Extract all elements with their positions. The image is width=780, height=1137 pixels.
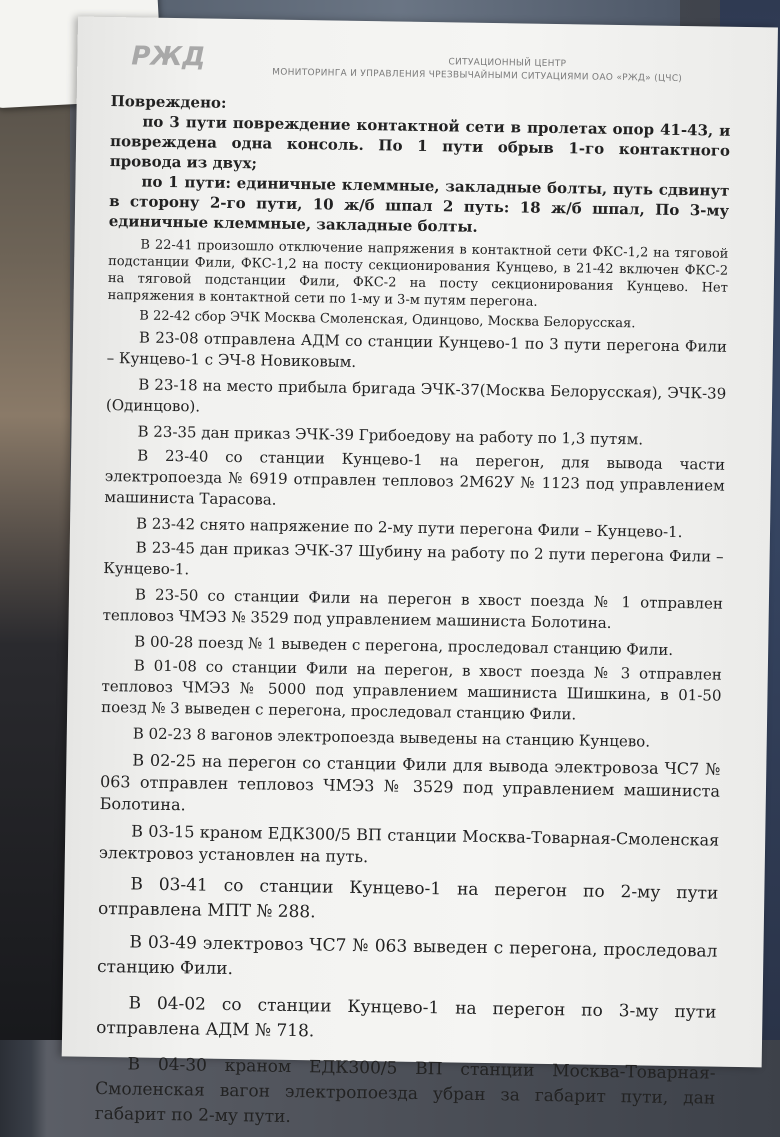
event-text: В 03-15 краном ЕДК300/5 ВП станции Москва-Товарная-Смоленская электровоз установлен на путь. — [98, 821, 720, 867]
event-text: В 23-50 со станции Фили на перегон в хвост поезда № 1 отправлен тепловоз ЧМЭ3 № 3529 под управлением машиниста Болотина. — [102, 585, 724, 632]
event-paragraph — [98, 872, 719, 932]
event-text: В 23-08 отправлена АДМ со станции Кунцево-1 по 3 пути перегона Фили – Кунцево-1 с ЭЧ-8 Новиковым. — [106, 328, 728, 371]
sticky-note-text — [0, 8, 1, 61]
event-text: В 00-28 поезд № 1 выведен с перегона, проследовал станцию Фили. — [134, 632, 674, 659]
document-sheet — [62, 17, 778, 1127]
event-paragraph — [101, 723, 721, 754]
event-paragraph — [100, 749, 721, 825]
document-header — [227, 53, 727, 87]
damage-paragraph-1 — [110, 111, 731, 181]
event-paragraph — [97, 930, 718, 990]
event-text: В 23-35 дан приказ ЭЧК-39 Грибоедову на работу по 1,3 путям. — [137, 422, 644, 449]
event-paragraph — [103, 537, 724, 589]
header-line-2: МОНИТОРИНГА И УПРАВЛЕНИЯ ЧРЕЗВЫЧАЙНЫМИ СИТУАЦИЯМИ ОАО «РЖД» (ЦЧС) — [272, 67, 683, 84]
damage-heading: Повреждено: — [110, 92, 227, 112]
header-line-1: СИТУАЦИОННЫЙ ЦЕНТР — [448, 57, 567, 70]
event-paragraph — [102, 584, 723, 636]
event-paragraph — [96, 991, 717, 1051]
logo-text: РЖД — [131, 41, 206, 73]
event-text: В 23-40 со станции Кунцево-1 на перегон, для вывода части электропоезда № 6919 отправлен тепловоз 2М62У № 1123 под управлением машиниста Тарасова. — [104, 446, 726, 509]
rzd-logo-svg — [129, 39, 207, 72]
event-paragraph — [107, 327, 728, 379]
damage-text-1: по 3 пути повреждение контактной сети в пролетах опор 41-43, и повреждена одна консоль. По 1 пути обрыв 1-го контактного провода из двух; — [109, 112, 731, 173]
event-text: В 22-41 произошло отключение напряжения в контактной сети ФКС-1,2 на тяговой подстанции Фили, ФКС-1,2 на посту секционирования Кунцево, в 21-42 включен ФКС-2 на тяговой подстанции Фили, ФКС-2 на посту секционирования Кунцево. Нет напряжения в контактной сети по 1-му и 3-м путям перегона. — [107, 237, 729, 310]
event-text: В 03-41 со станции Кунцево-1 на перегон по 2-му пути отправлена МПТ № 288. — [97, 874, 719, 923]
damage-text-2: по 1 пути: единичные клеммные, закладные болты, путь сдвинут в сторону 2-го пути, 10 ж/б шпал 2 путь: 18 ж/б шпал, По 3-му единичные клеммные, закладные болты. — [108, 172, 730, 236]
background-left — [0, 0, 70, 1040]
event-text: В 23-45 дан приказ ЭЧК-37 Шубину на работу по 2 пути перегона Фили – Кунцево-1. — [103, 538, 724, 579]
event-text: В 04-02 со станции Кунцево-1 на перегон по 3-му пути отправлена АДМ № 718. — [96, 993, 717, 1042]
event-paragraph — [106, 374, 727, 426]
event-text: В 23-18 на место прибыла бригада ЭЧК-37(Москва Белорусская), ЭЧК-39 (Одинцово). — [105, 375, 727, 416]
event-paragraph — [95, 1052, 716, 1137]
event-paragraph — [99, 820, 720, 874]
document-body — [95, 91, 731, 1137]
rzd-logo-icon — [129, 39, 207, 72]
event-text: В 22-42 сбор ЭЧК Москва Смоленская, Одинцово, Москва Белорусская. — [139, 308, 636, 332]
damage-paragraph-2 — [109, 171, 730, 241]
event-text: В 04-30 краном ЕДК300/5 ВП станции Москва-Товарная-Смоленская вагон электропоезда убран за габарит пути, дан габарит по 2-му пути. — [94, 1054, 716, 1127]
event-paragraph — [104, 445, 725, 518]
event-text: В 23-42 снято напряжение по 2-му пути перегона Фили – Кунцево-1. — [135, 514, 683, 542]
event-text: В 02-23 8 вагонов электропоезда выведены на станцию Кунцево. — [132, 724, 651, 751]
event-paragraph — [101, 655, 722, 728]
event-paragraph — [108, 236, 729, 314]
event-text: В 02-25 на перегон со станции Фили для вывода электровоза ЧС7 № 063 отправлен тепловоз ЧМЭ3 № 3529 под управлением машиниста Болотина. — [99, 750, 721, 815]
event-text: В 01-08 со станции Фили на перегон, в хвост поезда № 3 отправлен тепловоз ЧМЭ3 № 5000 под управлением машиниста Шишкина, в 01-50 поезд № 3 выведен с перегона, проследовал станцию Фили. — [101, 656, 722, 724]
event-text: В 03-49 электровоз ЧС7 № 063 выведен с перегона, проследовал станцию Фили. — [96, 932, 718, 980]
